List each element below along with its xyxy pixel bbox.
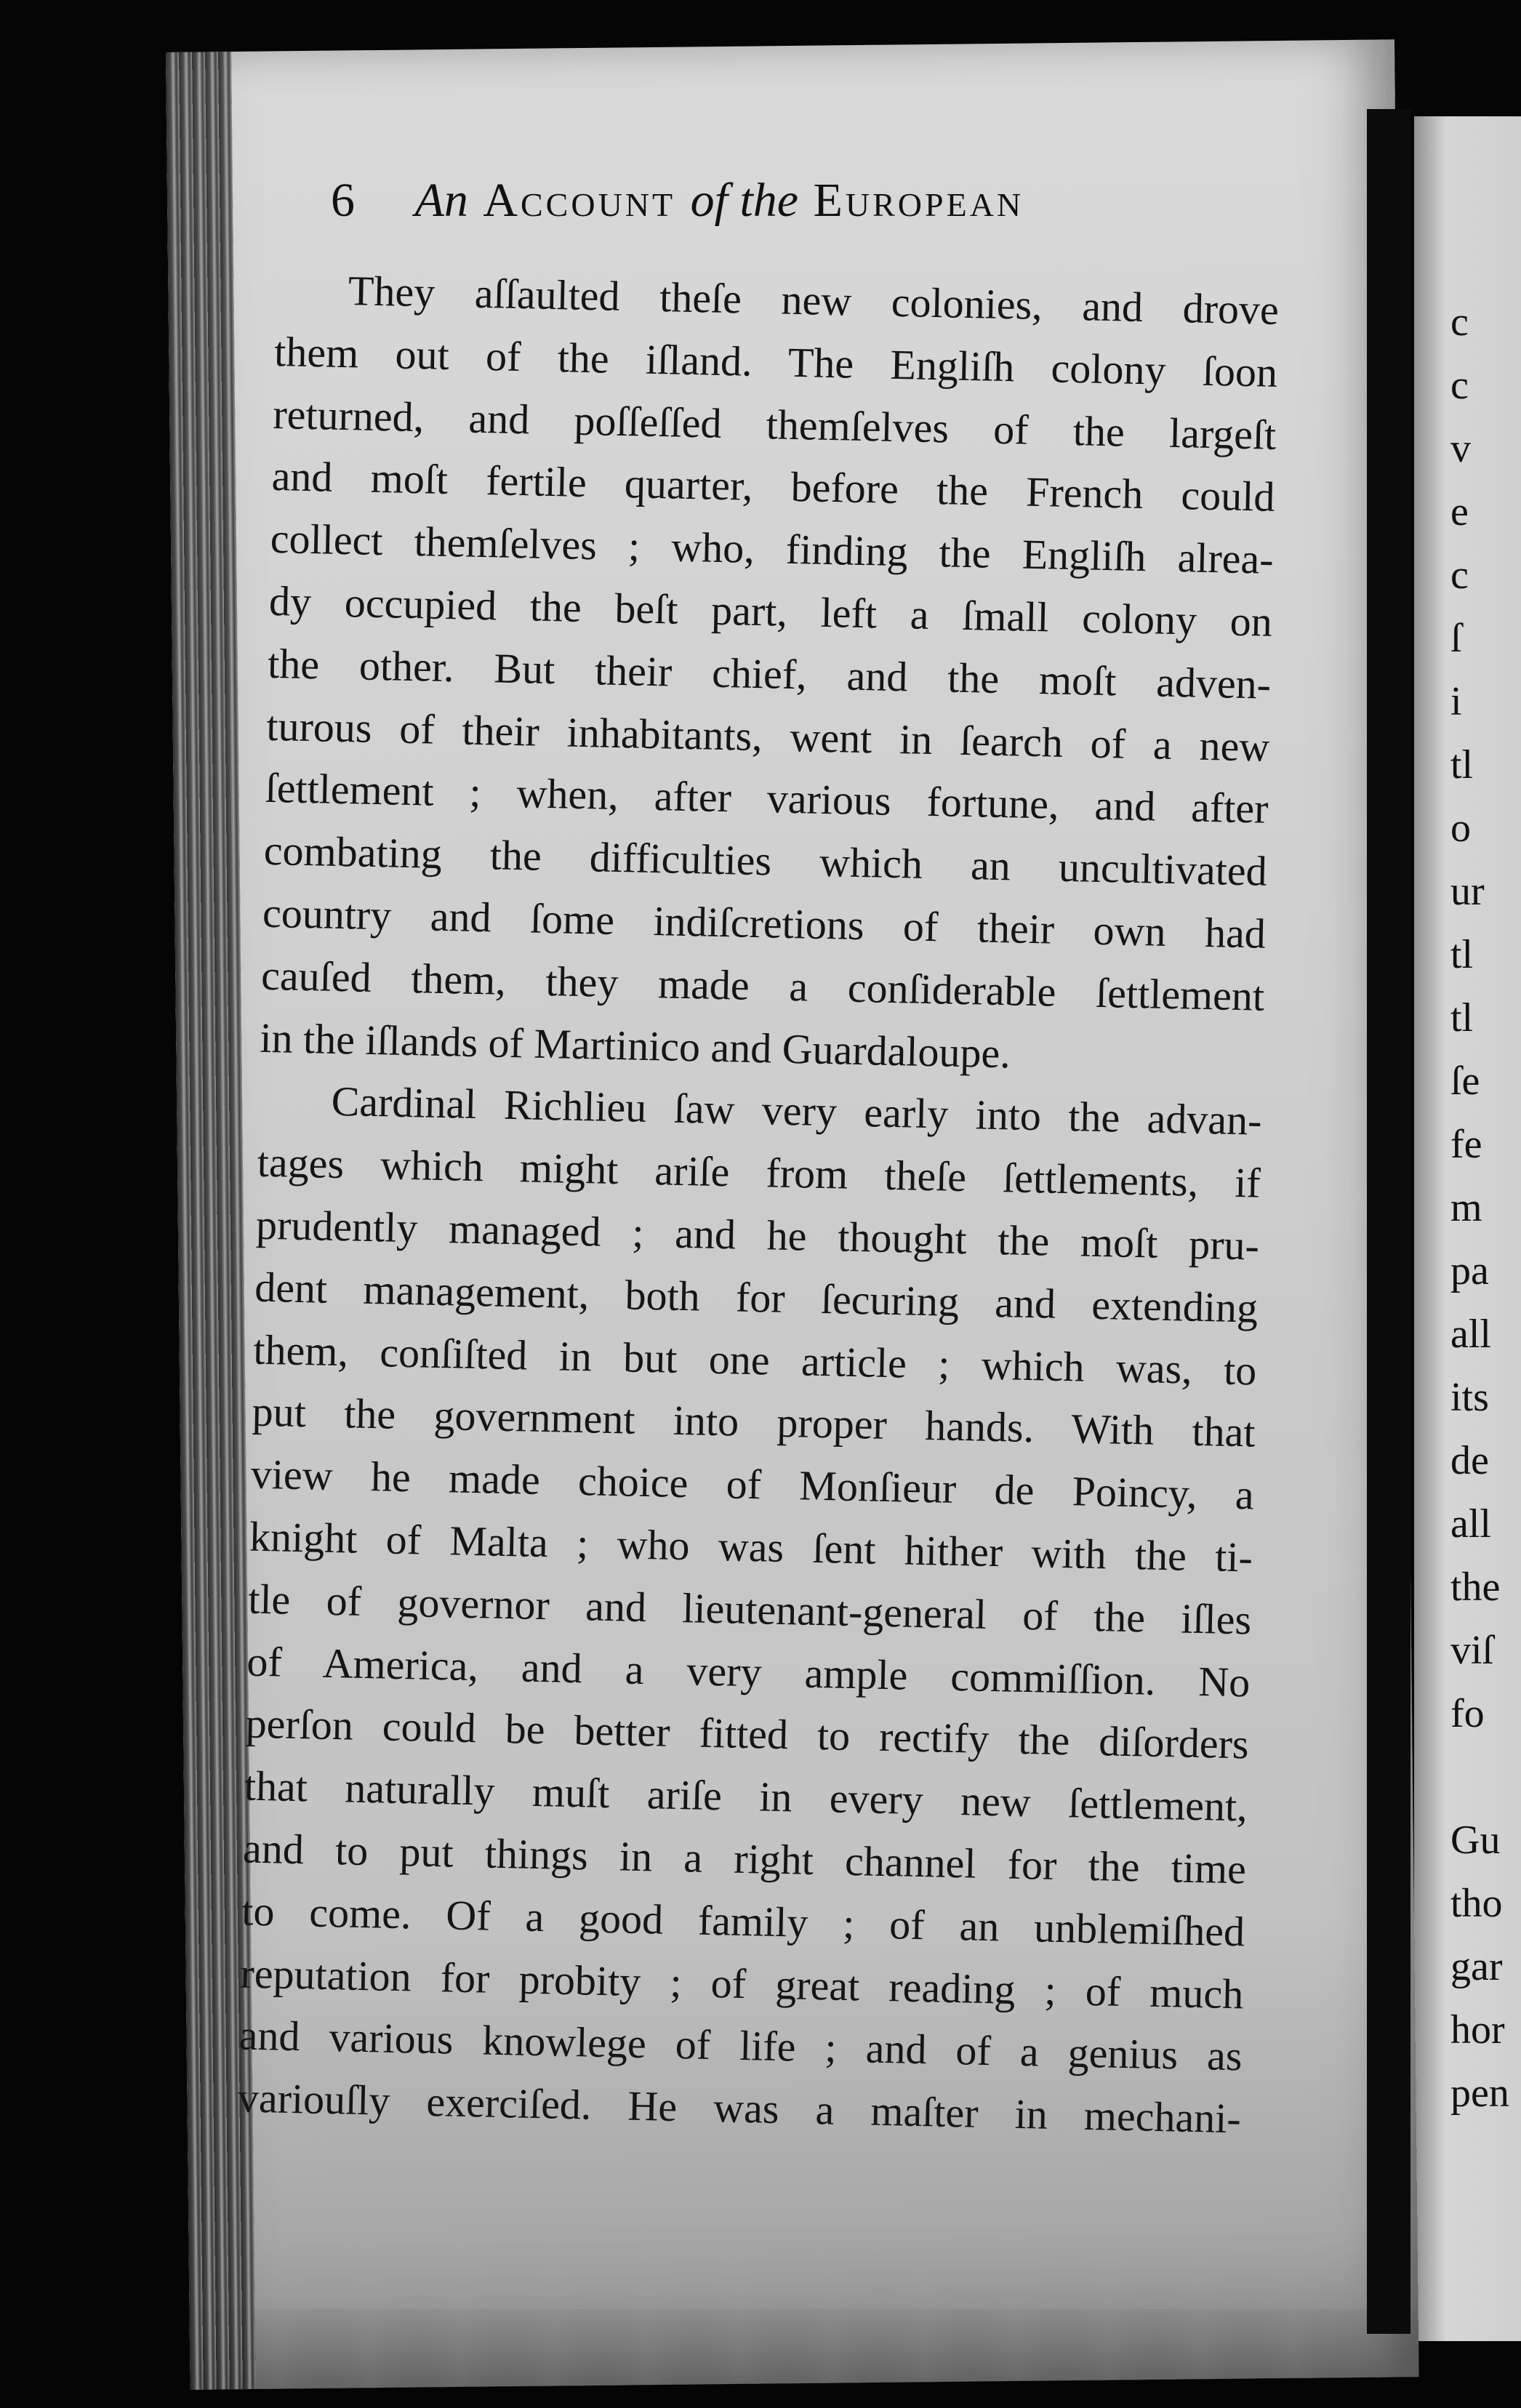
facing-page-fragment: de [1450,1438,1489,1483]
facing-page-fragment: tho [1450,1881,1503,1926]
facing-page-fragment: c [1450,363,1469,408]
facing-page-fragment: v [1450,426,1471,471]
text-line: cauſed them, they made a conſiderable ſettlement [260,951,1265,1020]
text-line: returned, and poſſeſſed themſelves of the largeſt [272,390,1277,459]
text-line: tages which might ariſe from theſe ſettlements, if [257,1138,1261,1207]
facing-page-fragment: fe [1450,1122,1482,1167]
text-line: turous of their inhabitants, went in ſearch of a new [265,702,1270,771]
text-line: that naturally muſt ariſe in every new ſettlement, [244,1762,1248,1831]
facing-page-text [1450,291,1521,2125]
facing-page-fragment: tl [1450,932,1474,977]
text-line: perſon could be better fitted to rectify the diſorders [245,1699,1250,1768]
head-european: European [813,174,1024,227]
text-line: collect themſelves ; who, finding the Engliſh alrea- [270,515,1275,583]
text-line: and to put things in a right channel for the time [242,1824,1247,1893]
text-line: tle of governor and lieutenant-general of the iſles [247,1575,1252,1644]
facing-page-fragment: ur [1450,869,1485,914]
facing-page-fragment: tl [1450,995,1474,1040]
text-line: ſettlement ; when, after various fortune, and after [265,764,1269,833]
text-line: combating the difficulties which an uncultivated [263,827,1268,895]
text-line: to come. Of a good family ; of an unblemiſhed [241,1887,1245,1956]
text-line: prudently managed ; and he thought the moſt pru- [255,1200,1260,1269]
text-line: of America, and a very ample commiſſion. No [246,1637,1251,1706]
body-text [237,258,1280,2150]
facing-page-fragment: all [1450,1312,1491,1357]
text-line: dy occupied the beſt part, left a ſmall colony on [268,577,1273,646]
text-line: knight of Malta ; who was ſent hither with the ti- [249,1512,1253,1581]
text-line: view he made choice of Monſieur de Poincy, a [250,1450,1255,1519]
facing-page-fragment: its [1450,1375,1489,1420]
facing-page-fragment: m [1450,1185,1482,1230]
text-line: and various knowlege of life ; and of a genius as [238,2011,1243,2080]
text-line: put the government into proper hands. With that [252,1388,1256,1456]
facing-page-fragment: o [1450,806,1471,851]
head-an: An [414,174,468,227]
page-number: 6 [331,174,358,227]
facing-page-fragment: c [1450,553,1469,598]
facing-page-fragment: ſe [1450,1059,1480,1104]
head-of-the: of the [690,174,799,227]
facing-page-fragment: ſ [1450,616,1462,661]
facing-page-fragment: the [1450,1565,1501,1610]
head-account: Account [483,174,676,227]
facing-page-fragment: hor [1450,2007,1505,2052]
spine-shadow [1367,109,1410,2334]
text-line: They aſſaulted theſe new colonies, and drove [348,267,1280,334]
facing-page-fragment: pen [1450,2071,1509,2116]
facing-page-fragment: all [1450,1501,1491,1546]
text-line: country and ſome indiſcretions of their own had [262,888,1267,958]
text-line: reputation for probity ; of great reading ; of much [239,1949,1244,2018]
text-line: and moſt fertile quarter, before the French could [271,452,1276,521]
text-line: them out of the iſland. The Engliſh colony ſoon [273,327,1278,396]
facing-page-fragment: Gu [1450,1818,1501,1863]
facing-page-fragment: gar [1450,1944,1503,1989]
text-line: variouſly exerciſed. He was a maſter in mechani- [237,2074,1242,2143]
facing-page-fragment: i [1450,679,1462,724]
text-line: them, conſiſted in but one article ; which was, to [252,1325,1257,1394]
facing-page-fragment: pa [1450,1248,1489,1293]
text-line: dent management, both for ſecuring and extending [254,1263,1259,1332]
running-head [331,173,1024,228]
facing-page-fragment: fo [1450,1691,1485,1736]
facing-page-fragment: tl [1450,742,1474,787]
facing-page-fragment: e [1450,489,1469,534]
text-line: Cardinal Richlieu ſaw very early into the advan- [331,1077,1263,1144]
facing-page-fragment [1450,1746,1521,1809]
facing-page-fragment: c [1450,300,1469,345]
facing-page-fragment: viſ [1450,1628,1494,1673]
text-line: the other. But their chief, and the moſt adven- [267,639,1272,708]
text-line: in the iſlands of Martinico and Guardaloupe. [259,1014,1011,1077]
